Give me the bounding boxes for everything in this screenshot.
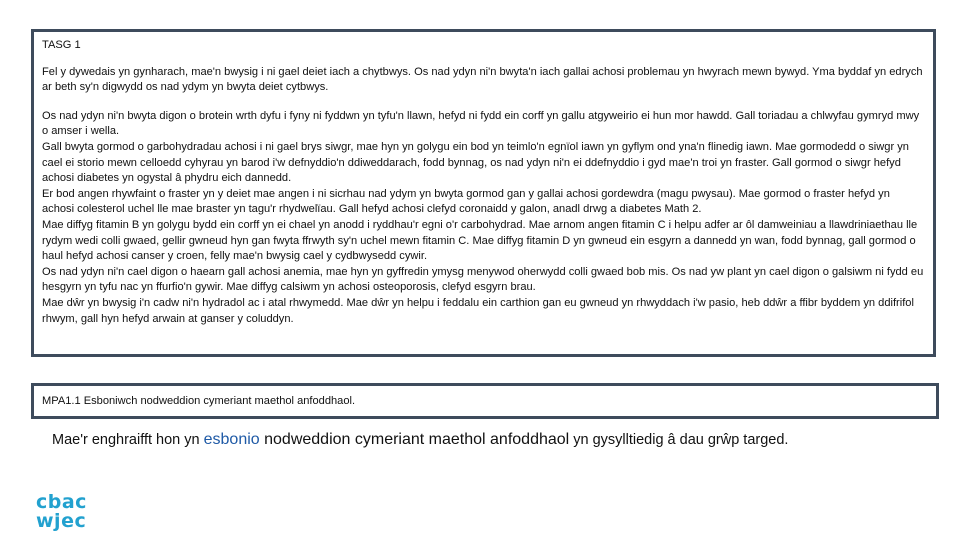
paragraph-water-fibre: Mae dŵr yn bwysig i'n cadw ni'n hydradol ac i atal rhwymedd. Mae dŵr yn helpu i feddalu ein carthion gan eu gwneud yn rhwyddach i'w pasio, heb ddŵr a ffibr byddem yn ddifrifol rhwym, gall hyn hefyd arwain at ganser y coluddyn. bbox=[42, 296, 914, 325]
criterion-text: MPA1.1 Esboniwch nodweddion cymeriant maethol anfoddhaol. bbox=[42, 395, 356, 407]
criterion-panel bbox=[31, 383, 939, 419]
paragraph-protein: Os nad ydyn ni'n bwyta digon o brotein wrth dyfu i fyny ni fyddwn yn tyfu'n llawn, hefyd ni fydd ein corff yn gallu atgyweirio ei hun mor hawdd. Gall toriadau a chlwyfau gymryd mwy o amser i wella. bbox=[42, 109, 920, 138]
example-highlight: esbonio bbox=[203, 431, 260, 448]
example-prefix: Mae'r enghraifft hon yn bbox=[52, 432, 204, 448]
logo-line-wjec: wjec bbox=[36, 510, 87, 532]
paragraph-vitamins: Mae diffyg fitamin B yn golygu bydd ein corff yn ei chael yn anodd i ryddhau'r egni o'r carbohydrad. Mae arnom angen fitamin C i helpu adfer ar ôl damweiniau a llawdriniaethau lle rydym wedi colli gwaed, gellir gwneud hyn gan fwyta ffrwyth sy'n uchel mewn fitamin C. Mae diffyg fitamin D yn gwneud ein esgyrn a dannedd yn wan, fodd bynnag, gall gormod o haul hefyd achosi canser y croen, felly mae'n bwysig cael y cydbwysedd cywir. bbox=[42, 218, 918, 263]
example-phrase: nodweddion cymeriant maethol anfoddhaol bbox=[259, 431, 570, 448]
paragraph-carbohydrates: Gall bwyta gormod o garbohydradau achosi i ni gael brys siwgr, mae hyn yn golygu ein bod yn teimlo'n egnïol iawn yn gyflym ond yna'n flinedig iawn. Mae gormodedd o siwgr yn cael ei storio mewn celloedd cyhyrau yn barod i'w defnyddio'n ddiweddarach, fodd bynnag, os nad ydyn ni'n ei ddefnyddio i gyd mae'n troi yn fraster. Gall gormod o siwgr hefyd achosi diabetes yn ogystal â phydru eich dannedd. bbox=[42, 140, 909, 185]
paragraph-minerals: Os nad ydyn ni'n cael digon o haearn gall achosi anemia, mae hyn yn gyffredin ymysg menywod oherwydd colli gwaed bob mis. Os nad yw plant yn cael digon o galsiwm ni fydd eu hesgyrn yn tyfu nac yn ffurfio'n gywir. Mae diffyg calsiwm yn achosi osteoporosis, clefyd esgyrn brau. bbox=[42, 265, 924, 294]
paragraph-fat: Er bod angen rhywfaint o fraster yn y deiet mae angen i ni sicrhau nad ydym yn bwyta gormod gan y gallai achosi gordewdra (magu pwysau). Mae gormod o fraster hefyd yn achosi colesterol uchel lle mae braster yn tagu'r rhydwelïau. Gall hefyd achosi clefyd coronaidd y galon, anadl drwg a diabetes Math 2. bbox=[42, 187, 890, 216]
example-statement bbox=[52, 430, 788, 450]
cbac-wjec-logo bbox=[36, 493, 92, 533]
task-intro: Fel y dywedais yn gynharach, mae'n bwysig i ni gael deiet iach a chytbwys. Os nad ydyn ni'n bwyta'n iach gallai achosi problemau yn hwyrach mewn bywyd. Yma byddaf yn edrych ar beth sy'n digwydd os nad ydym yn bwyta deiet cytbwys. bbox=[42, 65, 923, 94]
task-panel bbox=[31, 29, 936, 357]
task-title: TASG 1 bbox=[42, 39, 81, 51]
logo-line-cbac: cbac bbox=[36, 491, 87, 513]
example-suffix: yn gysylltiedig â dau grŵp targed. bbox=[569, 432, 789, 448]
